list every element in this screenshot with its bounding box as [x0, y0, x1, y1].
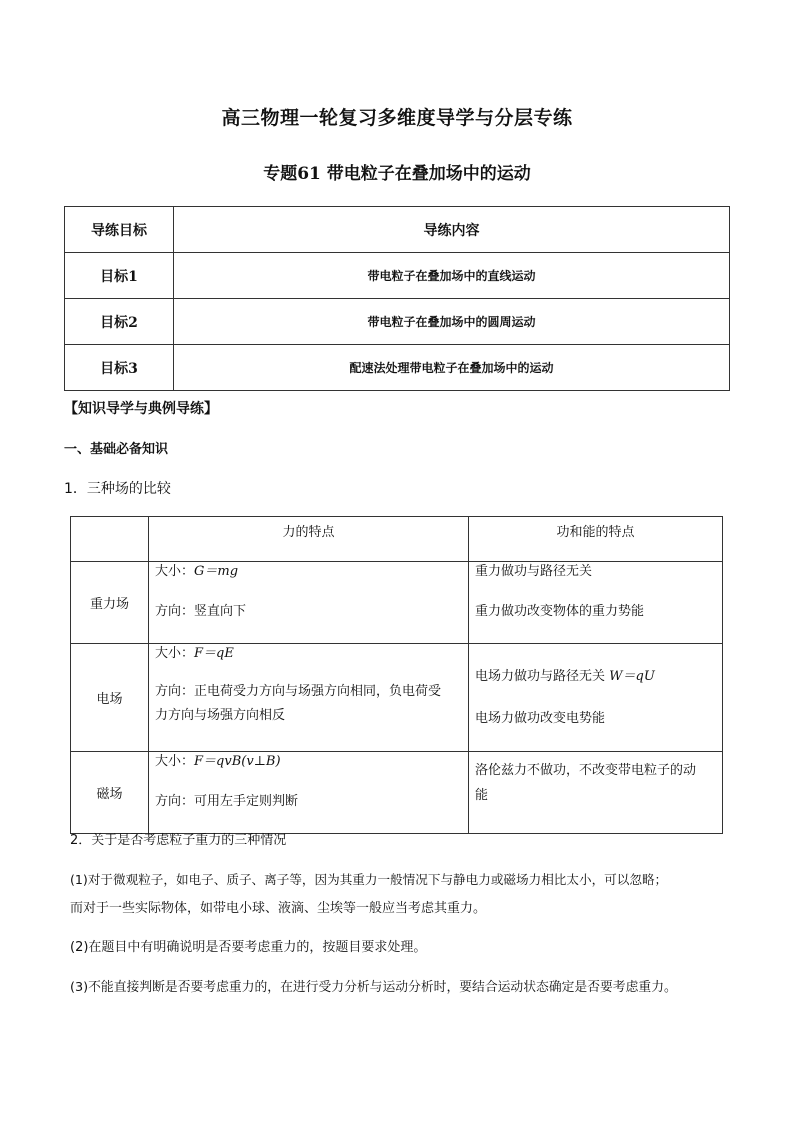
- field-name-gravity: 重力场: [71, 562, 149, 644]
- magnetic-work-cell: [469, 752, 723, 834]
- document-subtitle: 专题61 带电粒子在叠加场中的运动: [263, 164, 531, 184]
- goal-content: 带电粒子在叠加场中的直线运动: [174, 253, 730, 299]
- item-heading-1: 1．三种场的比较: [64, 481, 171, 497]
- gravity-work-1: 重力做功与路径无关: [475, 564, 593, 579]
- goals-header-content: 导练内容: [174, 207, 730, 253]
- section-heading: 一、基础必备知识: [64, 442, 169, 457]
- goals-row: [65, 345, 730, 391]
- goals-row: [65, 299, 730, 345]
- field-comparison-table: [70, 516, 723, 834]
- goals-table: [64, 206, 730, 391]
- gravity-work-2: 重力做功改变物体的重力势能: [475, 604, 645, 619]
- goal-label: 目标2: [65, 299, 174, 345]
- magnetic-size: [149, 752, 468, 772]
- section-tag: 【知识导学与典例导练】: [64, 401, 218, 417]
- goal-label: 目标3: [65, 345, 174, 391]
- paragraph-2: (2)在题目中有明确说明是否要考虑重力的，按题目要求处理。: [70, 940, 427, 955]
- field-row-gravity: [71, 562, 723, 644]
- field-row-electric: [71, 644, 723, 752]
- electric-work-2: 电场力做功改变电势能: [475, 710, 606, 726]
- goal-content: 配速法处理带电粒子在叠加场中的运动: [174, 345, 730, 391]
- electric-size-formula: F＝qE: [194, 646, 234, 661]
- magnetic-size-formula: F＝qvB(v⊥B): [194, 754, 281, 769]
- field-header-blank: [71, 517, 149, 562]
- goal-content: 带电粒子在叠加场中的圆周运动: [174, 299, 730, 345]
- field-row-magnetic: [71, 752, 723, 834]
- document-title: 高三物理一轮复习多维度导学与分层专练: [221, 107, 573, 129]
- size-label: 大小：: [155, 564, 195, 579]
- magnetic-work-2: 能: [475, 788, 489, 803]
- goals-table-header: [65, 207, 730, 253]
- electric-direction-2: 力方向与场强方向相反: [155, 708, 286, 723]
- field-header-work: 功和能的特点: [469, 517, 723, 562]
- goals-header-goal: 导练目标: [65, 207, 174, 253]
- gravity-size: [149, 562, 468, 582]
- gravity-work-cell: [469, 562, 723, 644]
- electric-work-cell: [469, 644, 723, 752]
- electric-work-1-text: 电场力做功与路径无关: [475, 668, 610, 684]
- electric-force-cell: [149, 644, 469, 752]
- field-name-electric: 电场: [71, 644, 149, 752]
- gravity-direction: 方向：竖直向下: [155, 604, 247, 619]
- paragraph-1-line-2: 而对于一些实际物体，如带电小球、液滴、尘埃等一般应当考虑其重力。: [70, 901, 487, 916]
- magnetic-force-cell: [149, 752, 469, 834]
- field-table-header: [71, 517, 723, 562]
- electric-work-formula: W＝qU: [609, 668, 655, 684]
- paragraph-1-line-1: (1)对于微观粒子，如电子、质子、离子等，因为其重力一般情况下与静电力或磁场力相比太小，可以忽略；: [70, 872, 668, 887]
- paragraph-3: (3)不能直接判断是否要考虑重力的，在进行受力分析与运动分析时，要结合运动状态确定是否要考虑重力。: [70, 980, 677, 995]
- goals-row: [65, 253, 730, 299]
- size-label: 大小：: [155, 754, 195, 769]
- magnetic-work-1: 洛伦兹力不做功，不改变带电粒子的动: [475, 763, 697, 778]
- goal-label: 目标1: [65, 253, 174, 299]
- magnetic-direction: 方向：可用左手定则判断: [155, 794, 299, 809]
- size-label: 大小：: [155, 646, 195, 661]
- field-header-force: 力的特点: [149, 517, 469, 562]
- field-name-magnetic: 磁场: [71, 752, 149, 834]
- gravity-size-formula: G＝mg: [194, 564, 239, 579]
- electric-size: [149, 644, 468, 664]
- item-heading-2: 2．关于是否考虑粒子重力的三种情况: [70, 833, 287, 848]
- electric-direction-1: 方向：正电荷受力方向与场强方向相同，负电荷受: [155, 684, 442, 699]
- electric-work-1: [469, 667, 722, 687]
- gravity-force-cell: [149, 562, 469, 644]
